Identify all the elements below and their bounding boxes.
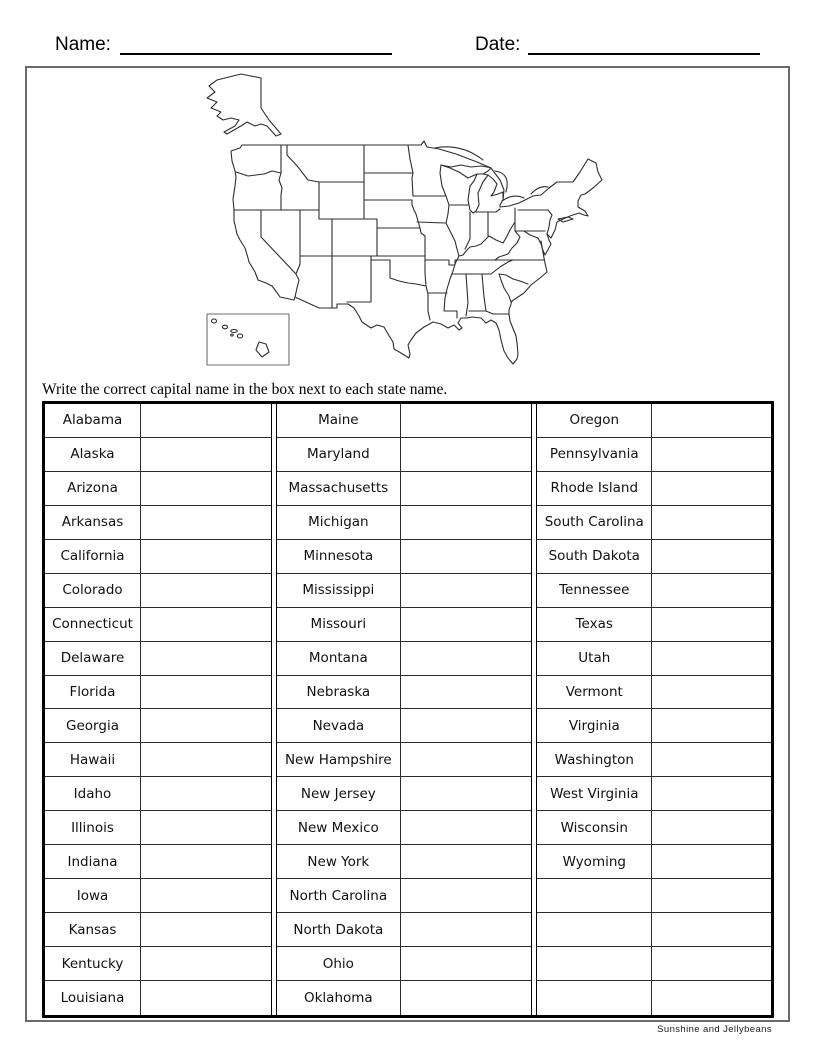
table-group-2 <box>277 404 531 1015</box>
instruction-text: Write the correct capital name in the box next to each state name. <box>42 381 448 398</box>
capital-answer-box[interactable] <box>401 709 531 743</box>
capital-answer-box[interactable] <box>401 913 531 947</box>
state-name-cell: Ohio <box>277 947 401 981</box>
capital-answer-box[interactable] <box>652 743 771 777</box>
capital-answer-box[interactable] <box>401 981 531 1015</box>
capital-answer-box[interactable] <box>141 642 271 676</box>
capital-answer-box[interactable] <box>401 608 531 642</box>
capital-answer-box[interactable] <box>652 879 771 913</box>
name-input-line[interactable] <box>120 36 392 55</box>
state-name-cell: Montana <box>277 642 401 676</box>
state-name-cell: Louisiana <box>45 981 141 1015</box>
state-name-cell: Washington <box>537 743 652 777</box>
capital-answer-box[interactable] <box>141 472 271 506</box>
capital-answer-box[interactable] <box>652 709 771 743</box>
capital-answer-box[interactable] <box>652 472 771 506</box>
hawaii-inset-box <box>207 314 289 365</box>
capital-answer-box[interactable] <box>141 947 271 981</box>
state-name-cell: Alabama <box>45 404 141 438</box>
lower48-outline <box>231 141 602 364</box>
capital-answer-box[interactable] <box>141 540 271 574</box>
capital-answer-box[interactable] <box>141 743 271 777</box>
capital-answer-box[interactable] <box>652 642 771 676</box>
state-name-cell: Delaware <box>45 642 141 676</box>
state-name-cell: Oregon <box>537 404 652 438</box>
capital-answer-box[interactable] <box>141 845 271 879</box>
state-name-cell: Connecticut <box>45 608 141 642</box>
state-name-cell: Wyoming <box>537 845 652 879</box>
capital-answer-box[interactable] <box>141 709 271 743</box>
state-name-cell: Florida <box>45 676 141 710</box>
capital-answer-box[interactable] <box>652 506 771 540</box>
hawaii-island <box>231 330 237 333</box>
capital-answer-box[interactable] <box>652 811 771 845</box>
state-name-cell: Rhode Island <box>537 472 652 506</box>
capital-answer-box[interactable] <box>652 540 771 574</box>
capital-answer-box[interactable] <box>401 642 531 676</box>
capital-answer-box[interactable] <box>652 845 771 879</box>
capital-answer-box[interactable] <box>141 506 271 540</box>
hawaii-island <box>223 325 228 329</box>
state-name-cell: Hawaii <box>45 743 141 777</box>
state-name-cell: Kansas <box>45 913 141 947</box>
state-name-cell: Mississippi <box>277 574 401 608</box>
state-name-cell: Arkansas <box>45 506 141 540</box>
capital-answer-box[interactable] <box>652 574 771 608</box>
capital-answer-box[interactable] <box>141 438 271 472</box>
lake-michigan-outline <box>468 174 488 213</box>
date-label: Date: <box>475 34 521 55</box>
date-input-line[interactable] <box>528 36 760 55</box>
state-name-cell: Wisconsin <box>537 811 652 845</box>
capital-answer-box[interactable] <box>401 540 531 574</box>
capital-answer-box[interactable] <box>401 777 531 811</box>
footer-credit: Sunshine and Jellybeans <box>657 1024 772 1035</box>
state-name-cell: Utah <box>537 642 652 676</box>
table-group-3 <box>537 404 771 1015</box>
state-name-cell: Missouri <box>277 608 401 642</box>
capital-answer-box[interactable] <box>141 608 271 642</box>
state-name-cell: North Dakota <box>277 913 401 947</box>
great-lakes-shores <box>435 147 548 201</box>
capital-answer-box[interactable] <box>652 913 771 947</box>
capital-answer-box[interactable] <box>141 676 271 710</box>
capital-answer-box[interactable] <box>652 676 771 710</box>
state-name-cell <box>537 947 652 981</box>
hawaii-island <box>231 334 234 336</box>
capital-answer-box[interactable] <box>401 404 531 438</box>
capital-answer-box[interactable] <box>141 404 271 438</box>
state-name-cell: Iowa <box>45 879 141 913</box>
state-name-cell: Michigan <box>277 506 401 540</box>
state-name-cell <box>537 981 652 1015</box>
state-name-cell: Texas <box>537 608 652 642</box>
hawaii-island <box>256 342 269 357</box>
state-name-cell: North Carolina <box>277 879 401 913</box>
table-group-1 <box>45 404 271 1015</box>
state-name-cell: Maine <box>277 404 401 438</box>
capital-answer-box[interactable] <box>652 404 771 438</box>
alaska-outline <box>207 74 281 136</box>
capital-answer-box[interactable] <box>141 981 271 1015</box>
state-name-cell: Tennessee <box>537 574 652 608</box>
state-name-cell: West Virginia <box>537 777 652 811</box>
capital-answer-box[interactable] <box>401 574 531 608</box>
capital-answer-box[interactable] <box>652 438 771 472</box>
capital-answer-box[interactable] <box>652 608 771 642</box>
capital-answer-box[interactable] <box>141 811 271 845</box>
capital-answer-box[interactable] <box>401 438 531 472</box>
capital-answer-box[interactable] <box>141 879 271 913</box>
capital-answer-box[interactable] <box>401 845 531 879</box>
capital-answer-box[interactable] <box>401 506 531 540</box>
capital-answer-box[interactable] <box>401 811 531 845</box>
capital-answer-box[interactable] <box>141 913 271 947</box>
worksheet-frame <box>25 66 790 1022</box>
state-name-cell: Idaho <box>45 777 141 811</box>
capitals-table <box>42 401 774 1018</box>
hawaii-island <box>237 334 242 338</box>
state-name-cell: Nebraska <box>277 676 401 710</box>
capital-answer-box[interactable] <box>652 981 771 1015</box>
capital-answer-box[interactable] <box>401 472 531 506</box>
state-name-cell: New Jersey <box>277 777 401 811</box>
us-map <box>197 68 617 370</box>
state-name-cell: Kentucky <box>45 947 141 981</box>
state-name-cell <box>537 913 652 947</box>
state-borders <box>234 145 552 320</box>
state-name-cell: Georgia <box>45 709 141 743</box>
state-name-cell: New Hampshire <box>277 743 401 777</box>
state-name-cell: Alaska <box>45 438 141 472</box>
state-name-cell: Arizona <box>45 472 141 506</box>
state-name-cell: South Dakota <box>537 540 652 574</box>
state-name-cell: Nevada <box>277 709 401 743</box>
state-name-cell: California <box>45 540 141 574</box>
hawaii-island <box>212 319 217 323</box>
state-name-cell: Minnesota <box>277 540 401 574</box>
capital-answer-box[interactable] <box>141 574 271 608</box>
state-name-cell: New Mexico <box>277 811 401 845</box>
state-name-cell: Pennsylvania <box>537 438 652 472</box>
capital-answer-box[interactable] <box>401 947 531 981</box>
capital-answer-box[interactable] <box>652 947 771 981</box>
state-name-cell: Maryland <box>277 438 401 472</box>
state-name-cell: Vermont <box>537 676 652 710</box>
state-name-cell <box>537 879 652 913</box>
long-island-outline <box>558 217 573 222</box>
michigan-detail <box>441 165 503 200</box>
state-name-cell: New York <box>277 845 401 879</box>
capital-answer-box[interactable] <box>652 777 771 811</box>
name-label: Name: <box>55 34 111 55</box>
capital-answer-box[interactable] <box>141 777 271 811</box>
state-name-cell: Indiana <box>45 845 141 879</box>
capital-answer-box[interactable] <box>401 676 531 710</box>
state-name-cell: Oklahoma <box>277 981 401 1015</box>
state-name-cell: Virginia <box>537 709 652 743</box>
capital-answer-box[interactable] <box>401 743 531 777</box>
capital-answer-box[interactable] <box>401 879 531 913</box>
state-name-cell: Illinois <box>45 811 141 845</box>
state-name-cell: Colorado <box>45 574 141 608</box>
state-name-cell: South Carolina <box>537 506 652 540</box>
state-name-cell: Massachusetts <box>277 472 401 506</box>
